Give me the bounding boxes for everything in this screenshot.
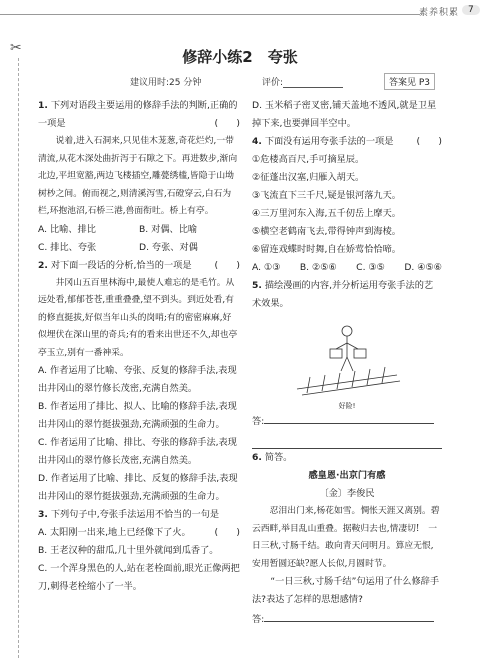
q1-passage: 说着,进入石洞来,只见佳木茏葱,奇花烂灼,一带清流,从花木深处曲折泻于石隙之下。再进数步,渐向北边,平坦宽豁,两边飞楼插空,雕甍绣槛,皆隐于山坳树杪之间。俯而视之,则清溪泻雪,石磴穿云,白石为栏,环抱池沼,石桥三港,兽面衔吐。桥上有亭。 bbox=[38, 136, 238, 216]
q1-option-d[interactable]: D. 夸张、对偶 bbox=[139, 241, 198, 253]
poem-text: 忍泪出门来,杨花如雪。惆怅天涯又离别。碧云西畔,举目乱山重叠。据鞍归去也,情凄切! 一日三秋,寸肠千结。敢向青天问明月。算应无恨,安用暂圆还缺?愿人长似,月圆时节。 bbox=[252, 506, 440, 569]
scissors-icon: ✂ bbox=[10, 40, 22, 56]
q3-option-a[interactable]: A. 太阳刚一出来,地上已经像下了火。 bbox=[38, 527, 191, 538]
q1-option-a[interactable]: A. 比喻、排比 bbox=[38, 223, 96, 235]
q2-answer-paren[interactable]: ( ) bbox=[214, 259, 240, 271]
cartoon-image bbox=[292, 319, 402, 399]
q4-option-c[interactable]: C. ③⑤ bbox=[356, 262, 385, 273]
q4-item-4: ④三万里河东入海,五千仞岳上摩天。 bbox=[252, 208, 401, 219]
q1-option-b[interactable]: B. 对偶、比喻 bbox=[139, 223, 198, 235]
q4-answer-paren[interactable]: ( ) bbox=[416, 136, 442, 147]
page-number: 7 bbox=[462, 5, 480, 15]
q5-answer-field[interactable]: 答: bbox=[252, 411, 442, 431]
q2-option-a[interactable]: A. 作者运用了比喻、夸张、反复的修辞手法,表现出井冈山的翠竹修长茂密,充满自然美。 bbox=[38, 365, 237, 394]
q2-stem: 2. 对下面一段话的分析,恰当的一项是 ( ) bbox=[38, 257, 240, 275]
q6-answer-field[interactable]: 答: bbox=[252, 609, 442, 629]
q5-answer-line[interactable] bbox=[252, 431, 442, 449]
score-field bbox=[262, 75, 343, 88]
q1-option-c[interactable]: C. 排比、夸张 bbox=[38, 241, 97, 253]
q6-question: “一日三秋,寸肠千结”句运用了什么修辞手法?表达了怎样的思想感情? bbox=[252, 576, 440, 605]
page-title: 修辞小练2 夸张 bbox=[182, 48, 298, 66]
q5-stem: 5. 描绘漫画的内容,并分析运用夸张手法的艺术效果。 bbox=[252, 280, 434, 309]
header-rule bbox=[0, 14, 420, 15]
q1-stem: 1. 下列对语段主要运用的修辞手法的判断,正确的一项是 ( ) bbox=[38, 97, 240, 133]
section-label: 素养积累 bbox=[419, 8, 460, 18]
cartoon-caption: 好险! bbox=[338, 402, 356, 410]
score-blank[interactable] bbox=[283, 87, 343, 88]
q3-answer-paren[interactable]: ( ) bbox=[214, 527, 240, 538]
poem-title: 感皇恩·出京门有感 bbox=[308, 470, 386, 481]
q3-stem: 3. 下列句子中,夸张手法运用不恰当的一句是 ( ) bbox=[38, 506, 240, 524]
q3-option-c[interactable]: C. 一个浑身黑色的人,站在老栓面前,眼光正像两把刀,刺得老栓缩小了一半。 bbox=[38, 563, 240, 592]
q3-option-d[interactable]: D. 玉米稻子密叉密,铺天盖地不透风,就是卫星掉下来,也要弹回半空中。 bbox=[252, 100, 437, 129]
left-column bbox=[38, 97, 240, 596]
q3-option-b[interactable]: B. 王老汉种的甜瓜,几十里外就闻到瓜香了。 bbox=[38, 545, 219, 556]
q4-option-a[interactable]: A. ①③ bbox=[252, 262, 281, 273]
cut-line bbox=[18, 58, 19, 658]
q4-item-5: ⑤横空老鹤南飞去,带得钟声到海棱。 bbox=[252, 226, 401, 237]
q4-item-6: ⑥留连戏蝶时时舞,自在娇莺恰恰啼。 bbox=[252, 244, 401, 255]
q2-passage: 井冈山五百里林海中,最使人难忘的是毛竹。从远处看,郁郁苍苍,重重叠叠,望不到头。到近处看,有的修直挺拔,好似当年山头的岗哨;有的密密麻麻,好似埋伏在深山里的奇兵;有的看来出世还不久,却也亭亭玉立,别有一番神采。 bbox=[38, 277, 238, 358]
poem-author: 〔金〕李俊民 bbox=[319, 488, 375, 499]
q1-answer-paren[interactable]: ( ) bbox=[214, 118, 240, 129]
q4-option-b[interactable]: B. ②⑤⑥ bbox=[299, 262, 337, 273]
q4-item-1: ①危楼高百尺,手可摘星辰。 bbox=[252, 154, 365, 165]
score-label: 评价: bbox=[262, 78, 284, 88]
q4-item-2: ②征蓬出汉塞,归雁入胡天。 bbox=[252, 172, 365, 183]
q2-option-d[interactable]: D. 作者运用了比喻、排比、反复的修辞手法,表现出井冈山的翠竹挺拔强劲,充满顽强的生命力。 bbox=[38, 473, 238, 502]
q2-option-c[interactable]: C. 作者运用了比喻、排比、夸张的修辞手法,表现出井冈山的翠竹修长茂密,充满自然美。 bbox=[38, 437, 237, 466]
q4-option-d[interactable]: D. ④⑤⑥ bbox=[404, 262, 442, 273]
q6-stem: 6. 简答。 bbox=[252, 452, 293, 463]
suggested-time: 建议用时:25 分钟 bbox=[130, 78, 202, 88]
q4-stem: 4. 下面没有运用夸张手法的一项是 ( ) bbox=[252, 133, 442, 151]
q4-item-3: ③飞流直下三千尺,疑是银河落九天。 bbox=[252, 190, 401, 201]
right-column bbox=[252, 97, 442, 629]
q2-option-b[interactable]: B. 作者运用了排比、拟人、比喻的修辞手法,表现出井冈山的翠竹挺拔强劲,充满顽强的生命力。 bbox=[38, 401, 237, 430]
answer-reference: 答案见 P3 bbox=[384, 73, 435, 90]
